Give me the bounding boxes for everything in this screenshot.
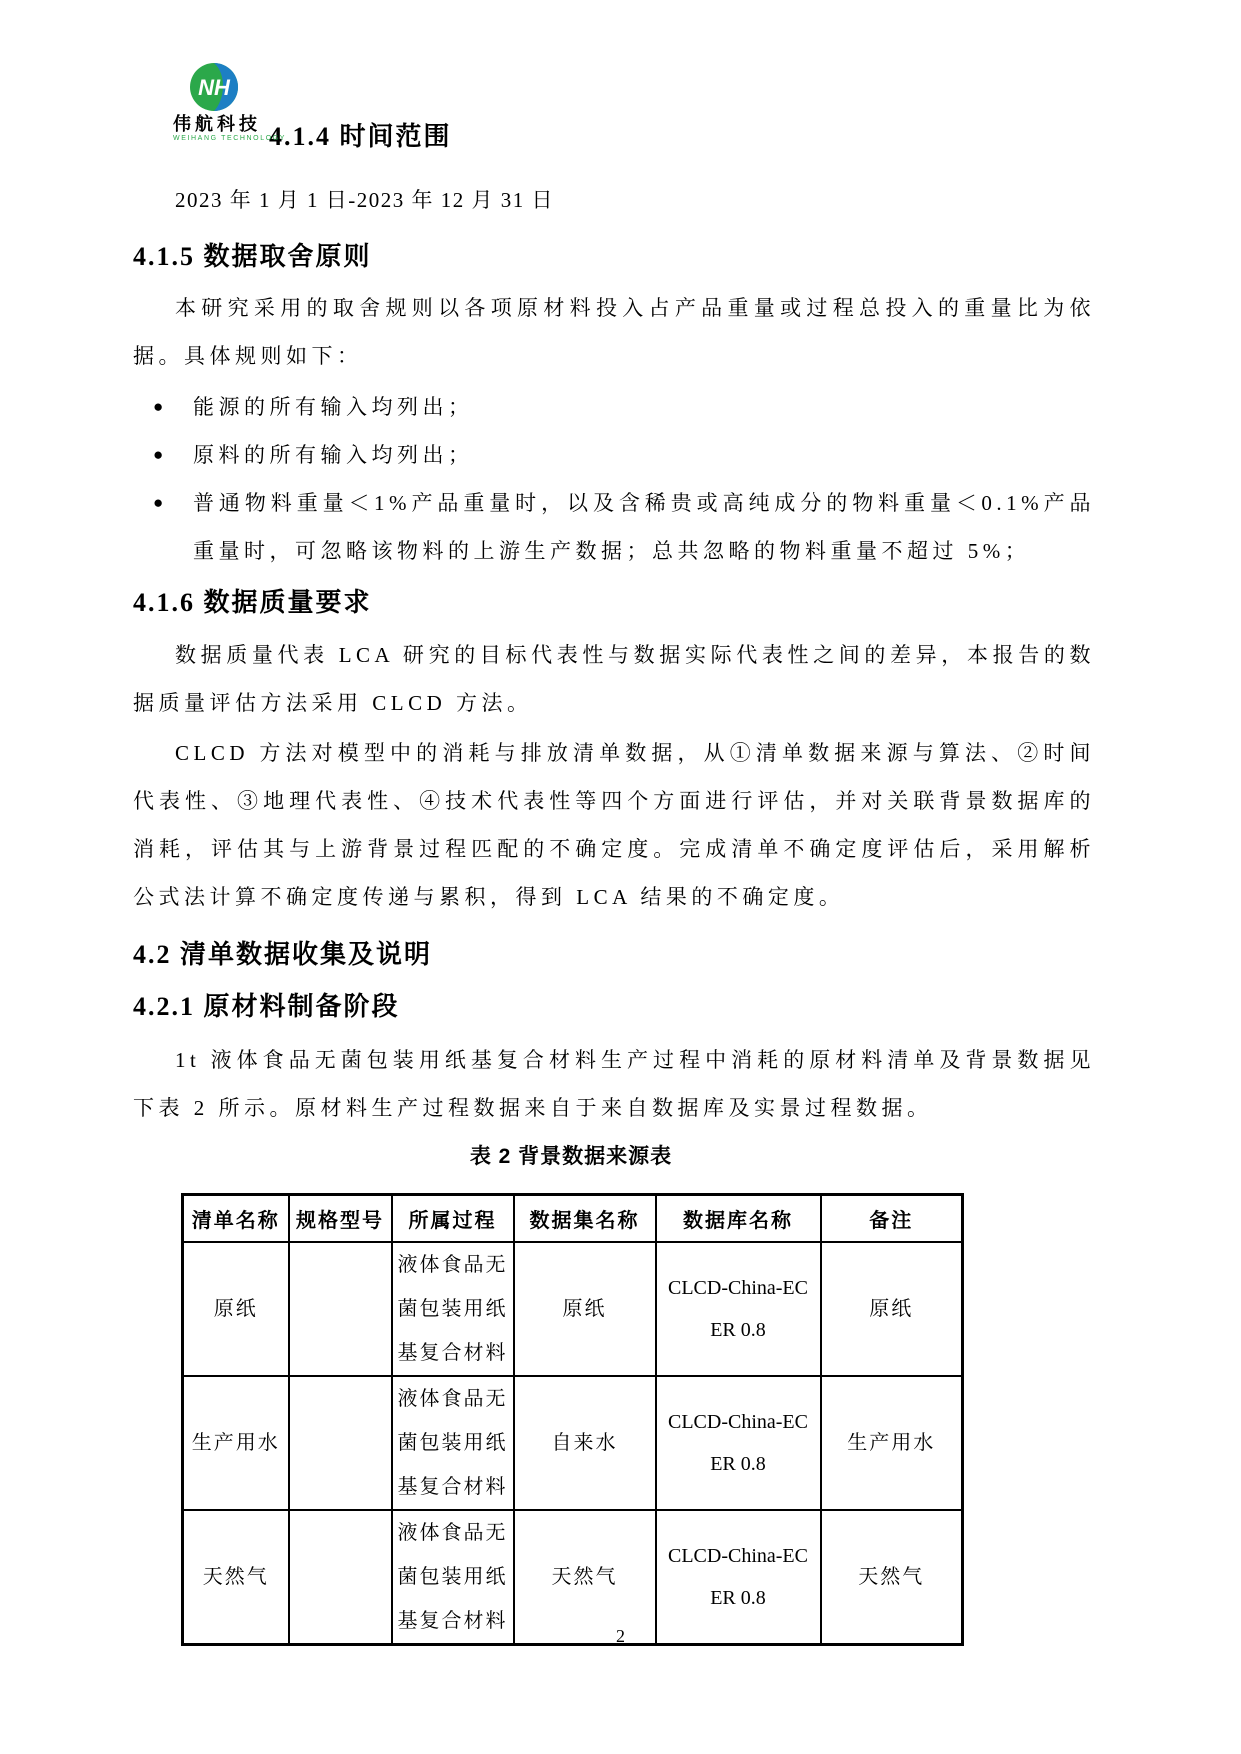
cutoff-bullet-list xyxy=(133,383,1095,575)
table-row-base-paper xyxy=(183,1242,963,1376)
company-name-en: WEIHANG TECHNOLOGY xyxy=(173,135,287,142)
bullet-dot-icon: ● xyxy=(153,397,164,416)
cell-database xyxy=(656,1510,821,1645)
cell-dataset: 自来水 xyxy=(514,1376,656,1510)
cell-database xyxy=(656,1242,821,1376)
cell-process: 液体食品无菌包装用纸基复合材料 xyxy=(392,1510,514,1645)
heading-4-1-6: 4.1.6 数据质量要求 xyxy=(133,588,372,617)
cell-dataset: 天然气 xyxy=(514,1510,656,1645)
database-name-line2: ER 0.8 xyxy=(710,1586,766,1609)
header-remark: 备注 xyxy=(821,1195,963,1242)
bullet-text: 普通物料重量＜1%产品重量时，以及含稀贵或高纯成分的物料重量＜0.1%产品重量时，可忽略该物料的上游生产数据；总共忽略的物料重量不超过 5%； xyxy=(193,491,1095,563)
database-name-line2: ER 0.8 xyxy=(710,1318,766,1341)
cell-list-name: 生产用水 xyxy=(183,1376,289,1510)
header-dataset-name: 数据集名称 xyxy=(514,1195,656,1242)
table-header-row xyxy=(183,1195,963,1242)
bullet-dot-icon: ● xyxy=(153,493,164,512)
bullet-item-raw-material xyxy=(133,431,1095,479)
materials-paragraph: 1t 液体食品无菌包装用纸基复合材料生产过程中消耗的原材料清单及背景数据见下表 2 所示。原材料生产过程数据来自于来自数据库及实景过程数据。 xyxy=(133,1048,1095,1120)
date-range-text: 2023 年 1 月 1 日-2023 年 12 月 31 日 xyxy=(175,188,554,212)
cell-database xyxy=(656,1376,821,1510)
heading-4-2: 4.2 清单数据收集及说明 xyxy=(133,940,433,969)
cell-process: 液体食品无菌包装用纸基复合材料 xyxy=(392,1376,514,1510)
company-logo-icon xyxy=(187,60,241,114)
heading-4-1-5: 4.1.5 数据取舍原则 xyxy=(133,242,372,271)
bullet-text: 原料的所有输入均列出； xyxy=(193,443,474,467)
cell-list-name: 原纸 xyxy=(183,1242,289,1376)
cell-remark: 生产用水 xyxy=(821,1376,963,1510)
header-spec-model: 规格型号 xyxy=(289,1195,392,1242)
company-name-cn: 伟航科技 xyxy=(173,114,261,134)
header-list-name: 清单名称 xyxy=(183,1195,289,1242)
table-caption: 表 2 背景数据来源表 xyxy=(469,1145,673,1168)
heading-4-2-1: 4.2.1 原材料制备阶段 xyxy=(133,992,400,1021)
cutoff-rules-intro: 本研究采用的取舍规则以各项原材料投入占产品重量或过程总投入的重量比为依据。具体规则如下： xyxy=(133,296,1095,368)
quality-paragraph-2: CLCD 方法对模型中的消耗与排放清单数据，从①清单数据来源与算法、②时间代表性、③地理代表性、④技术代表性等四个方面进行评估，并对关联背景数据库的消耗，评估其与上游背景过程匹配的不确定度。完成清单不确定度评估后，采用解析公式法计算不确定度传递与累积，得到 LCA 结果的不确定度。 xyxy=(133,741,1095,909)
heading-4-1-4: 4.1.4 时间范围 xyxy=(269,122,452,151)
bullet-item-weight-threshold xyxy=(133,479,1095,575)
header-process: 所属过程 xyxy=(392,1195,514,1242)
cell-spec-model xyxy=(289,1242,392,1376)
database-name-line1: CLCD-China-EC xyxy=(668,1276,808,1299)
bullet-dot-icon: ● xyxy=(153,445,164,464)
header-database-name: 数据库名称 xyxy=(656,1195,821,1242)
database-name-line1: CLCD-China-EC xyxy=(668,1410,808,1433)
cell-remark: 天然气 xyxy=(821,1510,963,1645)
cell-spec-model xyxy=(289,1376,392,1510)
bullet-item-energy xyxy=(133,383,1095,431)
svg-text:NH: NH xyxy=(198,75,230,100)
table-row-production-water xyxy=(183,1376,963,1510)
page-number: 2 xyxy=(616,1626,625,1646)
table-row-natural-gas xyxy=(183,1510,963,1645)
cell-list-name: 天然气 xyxy=(183,1510,289,1645)
quality-paragraph-1: 数据质量代表 LCA 研究的目标代表性与数据实际代表性之间的差异，本报告的数据质量评估方法采用 CLCD 方法。 xyxy=(133,643,1095,715)
cell-process: 液体食品无菌包装用纸基复合材料 xyxy=(392,1242,514,1376)
bullet-text: 能源的所有输入均列出； xyxy=(193,395,474,419)
database-name-line2: ER 0.8 xyxy=(710,1452,766,1475)
cell-dataset: 原纸 xyxy=(514,1242,656,1376)
company-logo xyxy=(173,60,343,143)
database-name-line1: CLCD-China-EC xyxy=(668,1544,808,1567)
cell-remark: 原纸 xyxy=(821,1242,963,1376)
background-data-source-table xyxy=(181,1193,964,1646)
cell-spec-model xyxy=(289,1510,392,1645)
